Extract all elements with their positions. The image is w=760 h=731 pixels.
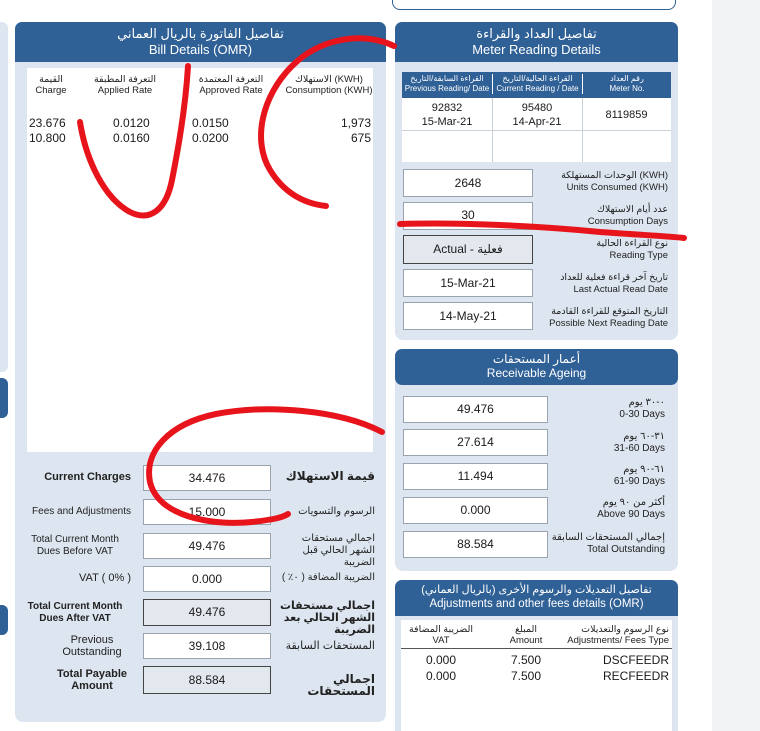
dues-before-vat-label-ar: اجمالي مستحقات الشهر الحالي قبل الضريبة <box>301 533 375 568</box>
col-header-ar: القراءة السابقة/التاريخ <box>410 74 484 83</box>
ageing-label-ar: ٣١-٦٠ يوم <box>623 431 665 442</box>
consumption-days-label <box>538 204 668 228</box>
col-header-approved-rate <box>187 74 275 96</box>
col-header-en: Meter No. <box>609 84 645 93</box>
ageing-label-en: 31-60 Days <box>613 443 665 454</box>
col-header-en: Applied Rate <box>97 85 153 96</box>
col-header-en: VAT <box>432 635 450 646</box>
dues-after-vat-value: 49.476 <box>143 599 271 626</box>
ageing-title-ar: أعمار المستحقات <box>492 352 581 366</box>
meter-table-header <box>402 72 671 98</box>
bill-row-1-consumption: 1,973 <box>340 116 371 130</box>
col-header-current <box>492 74 582 94</box>
ageing-label-en: Above 90 Days <box>597 509 665 520</box>
top-edge-frame <box>392 0 676 10</box>
bill-title-ar: تفاصيل الفاتورة بالريال العماني <box>117 26 284 41</box>
current-reading: 95480 <box>521 102 553 114</box>
dues-after-vat-label-ar: اجمالي مستحقات الشهر الحالي بعد الضريبة <box>279 600 375 636</box>
vat-label-ar: الضريبة المضافة ( ٠٪ ) <box>281 572 375 583</box>
col-header-ar: التعرفة المعتمدة <box>198 74 264 85</box>
bill-title-en: Bill Details (OMR) <box>148 42 253 57</box>
field-label-en: Units Consumed (KWH) <box>566 182 668 193</box>
ageing-label-ar: ٠-٣٠ يوم <box>628 397 665 408</box>
bill-details-header <box>15 22 386 62</box>
col-header-applied-rate <box>81 74 169 96</box>
meter-reading-header <box>395 22 678 62</box>
ageing-61-90-label <box>555 464 665 488</box>
meter-title-ar: تفاصيل العداد والقراءة <box>476 26 597 41</box>
previous-outstanding-label: Previous Outstanding <box>62 634 122 658</box>
last-actual-read-date-label <box>538 272 668 296</box>
units-consumed-label <box>538 170 668 194</box>
meter-table-divider-h <box>402 130 671 131</box>
field-label-en: Last Actual Read Date <box>573 284 668 295</box>
previous-date: 15-Mar-21 <box>421 116 473 128</box>
dues-before-vat-value: 49.476 <box>143 533 271 559</box>
adjustments-title-ar: تفاصيل التعديلات والرسوم الأخرى (بالريال العماني) <box>421 584 652 596</box>
col-header-charge <box>29 74 73 96</box>
fees-adjustments-label: Fees and Adjustments <box>32 506 131 517</box>
previous-reading: 92832 <box>431 102 463 114</box>
ageing-31-60-value: 27.614 <box>403 429 548 456</box>
ageing-title-en: Receivable Ageing <box>486 366 587 380</box>
adj-header-underline <box>401 648 672 649</box>
bill-row-2-consumption: 675 <box>350 131 371 145</box>
current-charges-value: 34.476 <box>143 465 271 491</box>
dues-before-vat-label: Total Current Month Dues Before VAT <box>31 534 119 557</box>
units-consumed-value: 2648 <box>403 169 533 197</box>
fees-adjustments-label-ar: الرسوم والتسويات <box>298 506 375 517</box>
col-header-ar: القراءة الحالية/التاريخ <box>502 74 573 83</box>
meter-number: 8119859 <box>605 109 648 121</box>
col-header-ar: التعرفة المطبقة <box>93 74 157 85</box>
ageing-label-en: Total Outstanding <box>587 544 665 555</box>
meter-reading-panel <box>395 22 678 340</box>
col-header-en: Amount <box>509 635 543 646</box>
adj-col-header-vat <box>401 624 481 646</box>
consumption-days-value: 30 <box>403 202 533 230</box>
col-header-ar: رقم العداد <box>610 74 644 83</box>
col-header-ar: الضريبة المضافة <box>408 624 474 635</box>
adj-col-header-type <box>565 624 669 646</box>
ageing-0-30-value: 49.476 <box>403 396 548 423</box>
previous-outstanding-label-ar: المستحقات السابقة <box>285 640 375 652</box>
adjustments-panel <box>395 580 678 731</box>
adj-row-2-vat: 0.000 <box>425 669 457 683</box>
meter-table <box>402 72 671 162</box>
ageing-label-ar: إجمالي المستحقات السابقة <box>551 532 665 543</box>
ageing-label-en: 0-30 Days <box>619 409 665 420</box>
reading-type-value: Actual - فعلية <box>403 235 533 264</box>
right-margin-strip <box>712 0 760 731</box>
fees-adjustments-value: 15.000 <box>143 499 271 525</box>
total-payable-label: Total Payable Amount <box>56 668 128 692</box>
adj-row-1-amount: 7.500 <box>510 653 542 667</box>
previous-outstanding-value: 39.108 <box>143 633 271 659</box>
ageing-above-90-label <box>555 497 665 521</box>
receivable-ageing-header <box>395 349 678 385</box>
bill-row-2-charge: 10.800 <box>29 131 66 145</box>
vat-value: 0.000 <box>143 566 271 592</box>
left-edge-panel-fragment <box>0 22 8 372</box>
field-label-ar: نوع القراءة الحالية <box>596 238 668 249</box>
adj-row-2-type: RECFEEDR <box>602 669 669 683</box>
field-label-en: Consumption Days <box>587 216 668 227</box>
col-header-ar: نوع الرسوم والتعديلات <box>581 624 669 635</box>
ageing-label-ar: أكثر من ٩٠ يوم <box>602 497 665 508</box>
col-header-ar: المبلغ <box>514 624 538 635</box>
col-header-en: Charge <box>35 85 67 96</box>
total-outstanding-value: 88.584 <box>403 531 548 558</box>
total-outstanding-label <box>547 532 665 556</box>
col-header-ar: القيمة <box>39 74 63 85</box>
next-reading-date-value: 14-May-21 <box>403 302 533 330</box>
ageing-above-90-value: 0.000 <box>403 497 548 524</box>
ageing-61-90-value: 11.494 <box>403 463 548 490</box>
ageing-label-en: 61-90 Days <box>613 476 665 487</box>
total-payable-value: 88.584 <box>143 666 271 694</box>
col-header-en: Approved Rate <box>199 85 263 96</box>
field-label-en: Reading Type <box>609 250 668 261</box>
col-header-en: Consumption (KWH) <box>285 85 373 96</box>
current-charges-label-ar: قيمة الاستهلاك <box>285 469 375 483</box>
dues-after-vat-label: Total Current Month Dues After VAT <box>27 601 123 624</box>
last-actual-read-date-value: 15-Mar-21 <box>403 269 533 297</box>
ageing-31-60-label <box>555 431 665 455</box>
col-header-en: Current Reading / Date <box>496 84 579 93</box>
field-label-ar: الوحدات المستهلكة (KWH) <box>561 170 668 181</box>
col-header-previous <box>402 74 492 94</box>
field-label-ar: عدد أيام الاستهلاك <box>597 204 668 215</box>
bill-row-2-approved: 0.0200 <box>192 131 229 145</box>
adj-row-1-vat: 0.000 <box>425 653 457 667</box>
field-label-ar: تاريخ آخر قراءة فعلية للعداد <box>560 272 668 283</box>
vat-label: VAT ( 0% ) <box>79 572 131 584</box>
total-payable-label-ar: اجمالي المستحقات <box>307 672 375 698</box>
ageing-0-30-label <box>555 397 665 421</box>
adjustments-header <box>395 580 678 616</box>
adj-col-header-amount <box>491 624 561 646</box>
bill-row-2-applied: 0.0160 <box>113 131 150 145</box>
field-label-ar: التاريخ المتوقع للقراءة القادمة <box>551 306 668 317</box>
col-header-en: Previous Reading/ Date <box>404 84 490 93</box>
left-edge-header-fragment <box>0 605 8 635</box>
adj-row-2-amount: 7.500 <box>510 669 542 683</box>
receivable-ageing-panel <box>395 349 678 571</box>
adj-row-1-type: DSCFEEDR <box>602 653 669 667</box>
col-header-ar: الاستهلاك (KWH) <box>295 74 363 85</box>
adjustments-title-en: Adjustments and other fees details (OMR) <box>429 598 644 610</box>
ageing-label-ar: ٦١-٩٠ يوم <box>623 464 665 475</box>
reading-type-label <box>538 238 668 262</box>
bill-details-panel <box>15 22 386 722</box>
current-date: 14-Apr-21 <box>512 116 562 128</box>
current-charges-label: Current Charges <box>44 471 131 483</box>
next-reading-date-label <box>538 306 668 330</box>
col-header-meter-no <box>582 74 671 94</box>
col-header-en: Adjustments/ Fees Type <box>567 635 669 646</box>
bill-row-1-charge: 23.676 <box>29 116 66 130</box>
bill-row-1-applied: 0.0120 <box>113 116 150 130</box>
field-label-en: Possible Next Reading Date <box>549 318 668 329</box>
left-edge-header-fragment <box>0 378 8 418</box>
meter-title-en: Meter Reading Details <box>472 42 601 57</box>
col-header-consumption <box>281 74 377 96</box>
bill-row-1-approved: 0.0150 <box>192 116 229 130</box>
